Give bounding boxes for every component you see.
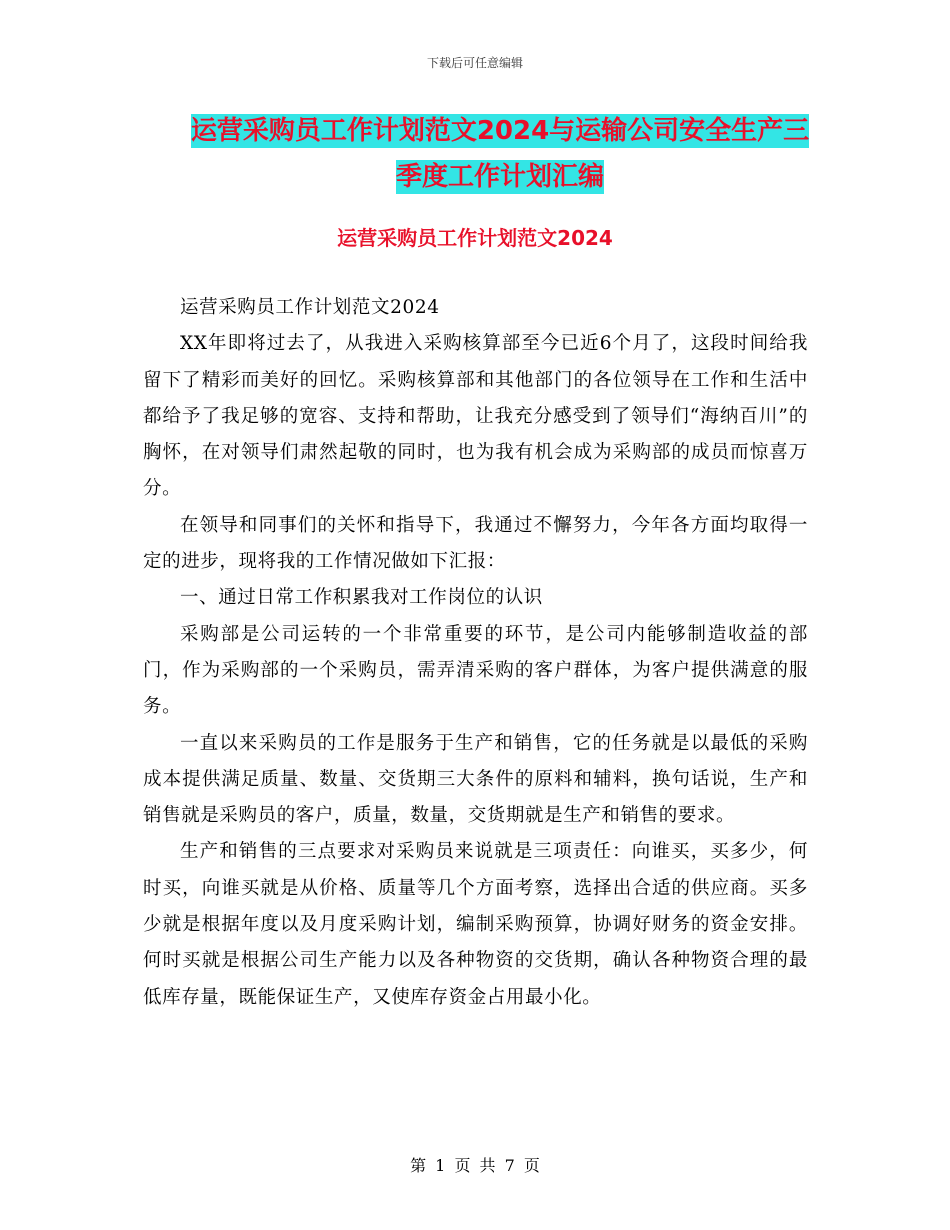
header-note: 下载后可任意编辑 — [426, 56, 523, 70]
paragraph: 运营采购员工作计划范文2024 — [180, 297, 440, 318]
section-title: 运营采购员工作计划范文2024 — [337, 226, 613, 250]
document-title — [180, 108, 820, 200]
paragraph: 在领导和同事们的关怀和指导下，我通过不懈努力，今年各方面均取得一定的进步，现将我的工作情况做如下汇报： — [143, 514, 808, 573]
page-footer: 第 1 页 共 7 页 — [410, 1156, 540, 1175]
paragraph: 一直以来采购员的工作是服务于生产和销售，它的任务就是以最低的采购成本提供满足质量、数量、交货期三大条件的原料和辅料，换句话说，生产和销售就是采购员的客户，质量，数量，交货期就是生产和销售的要求。 — [143, 732, 808, 827]
title-line-2: 季度工作计划汇编 — [395, 162, 604, 192]
paragraph: XX年即将过去了，从我进入采购核算部至今已近6个月了，这段时间给我留下了精彩而美好的回忆。采购核算部和其他部门的各位领导在工作和生活中都给予了我足够的宽容、支持和帮助，让我充分感受到了领导们“海纳百川”的胸怀，在对领导们肃然起敬的同时，也为我有机会成为采购部的成员而惊喜万分。 — [143, 333, 808, 500]
document-body — [143, 290, 808, 1016]
paragraph: 一、通过日常工作积累我对工作岗位的认识 — [180, 587, 543, 609]
paragraph: 生产和销售的三点要求对采购员来说就是三项责任：向谁买，买多少，何时买，向谁买就是从价格、质量等几个方面考察，选择出合适的供应商。买多少就是根据年度以及月度采购计划，编制采购预算，协调好财务的资金安排。何时买就是根据公司生产能力以及各种物资的交货期，确认各种物资合理的最低库存量，既能保证生产，又使库存资金占用最小化。 — [143, 841, 808, 1008]
title-line-1: 运营采购员工作计划范文2024与运输公司安全生产三 — [190, 116, 810, 146]
paragraph: 采购部是公司运转的一个非常重要的环节，是公司内能够制造收益的部门，作为采购部的一个采购员，需弄清采购的客户群体，为客户提供满意的服务。 — [143, 623, 808, 718]
